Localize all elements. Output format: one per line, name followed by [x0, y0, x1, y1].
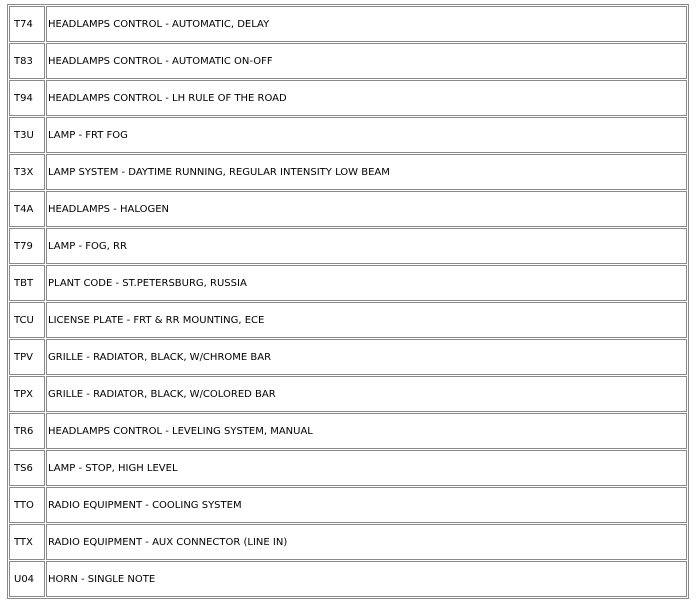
table-row: [9, 191, 687, 227]
table-row: [9, 43, 687, 79]
option-code-cell: TTO: [9, 487, 45, 523]
option-description-cell: RADIO EQUIPMENT - COOLING SYSTEM: [46, 487, 687, 523]
option-description-cell: LAMP - STOP, HIGH LEVEL: [46, 450, 687, 486]
option-description-cell: HEADLAMPS CONTROL - AUTOMATIC ON-OFF: [46, 43, 687, 79]
table-row: [9, 228, 687, 264]
option-code-cell: T74: [9, 6, 45, 42]
option-code-cell: TPV: [9, 339, 45, 375]
option-code-table: [7, 4, 689, 599]
option-code-cell: T3X: [9, 154, 45, 190]
option-description-cell: GRILLE - RADIATOR, BLACK, W/COLORED BAR: [46, 376, 687, 412]
table-row: [9, 154, 687, 190]
option-code-cell: T4A: [9, 191, 45, 227]
table-row: [9, 339, 687, 375]
option-description-cell: HEADLAMPS - HALOGEN: [46, 191, 687, 227]
option-description-cell: LAMP SYSTEM - DAYTIME RUNNING, REGULAR INTENSITY LOW BEAM: [46, 154, 687, 190]
option-code-cell: T79: [9, 228, 45, 264]
option-description-cell: GRILLE - RADIATOR, BLACK, W/CHROME BAR: [46, 339, 687, 375]
table-row: [9, 487, 687, 523]
table-row: [9, 265, 687, 301]
option-code-table-body: [9, 6, 687, 597]
option-description-cell: PLANT CODE - ST.PETERSBURG, RUSSIA: [46, 265, 687, 301]
option-description-cell: RADIO EQUIPMENT - AUX CONNECTOR (LINE IN): [46, 524, 687, 560]
option-code-table-container: [7, 4, 689, 599]
option-code-cell: U04: [9, 561, 45, 597]
option-code-cell: T3U: [9, 117, 45, 153]
option-description-cell: HORN - SINGLE NOTE: [46, 561, 687, 597]
option-code-cell: TR6: [9, 413, 45, 449]
option-description-cell: LICENSE PLATE - FRT & RR MOUNTING, ECE: [46, 302, 687, 338]
option-description-cell: LAMP - FRT FOG: [46, 117, 687, 153]
option-code-cell: TS6: [9, 450, 45, 486]
option-code-cell: TPX: [9, 376, 45, 412]
option-description-cell: LAMP - FOG, RR: [46, 228, 687, 264]
option-code-cell: TCU: [9, 302, 45, 338]
option-code-cell: TBT: [9, 265, 45, 301]
option-description-cell: HEADLAMPS CONTROL - LH RULE OF THE ROAD: [46, 80, 687, 116]
option-code-cell: TTX: [9, 524, 45, 560]
table-row: [9, 117, 687, 153]
table-row: [9, 376, 687, 412]
table-row: [9, 524, 687, 560]
table-row: [9, 450, 687, 486]
option-description-cell: HEADLAMPS CONTROL - AUTOMATIC, DELAY: [46, 6, 687, 42]
option-code-cell: T94: [9, 80, 45, 116]
table-row: [9, 302, 687, 338]
option-description-cell: HEADLAMPS CONTROL - LEVELING SYSTEM, MANUAL: [46, 413, 687, 449]
table-row: [9, 413, 687, 449]
table-row: [9, 6, 687, 42]
option-code-cell: T83: [9, 43, 45, 79]
table-row: [9, 561, 687, 597]
table-row: [9, 80, 687, 116]
